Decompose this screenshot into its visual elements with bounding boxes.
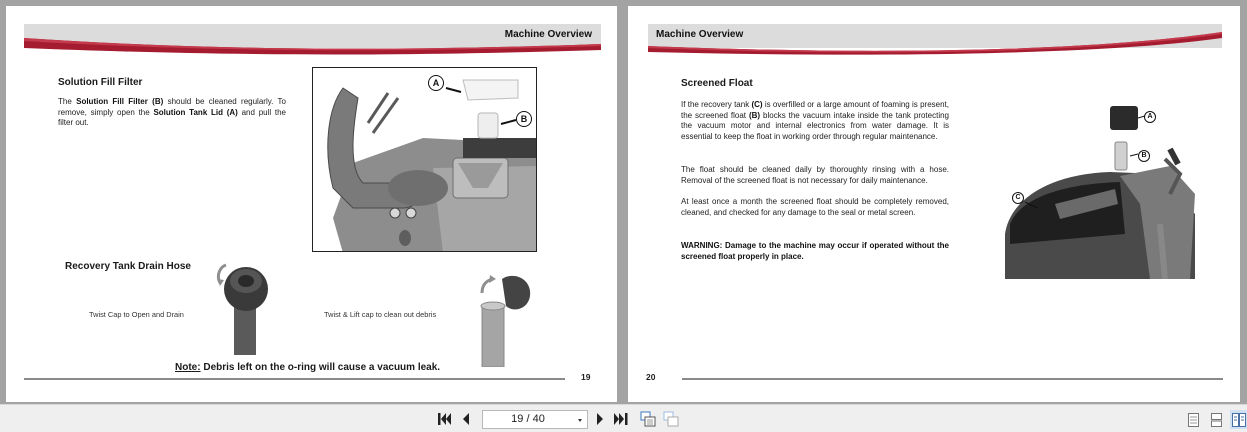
section-title-screened-float: Screened Float xyxy=(681,78,753,89)
last-page-icon xyxy=(614,413,628,425)
page-number: 19 xyxy=(581,372,591,382)
first-page-icon xyxy=(438,413,452,425)
previous-page-icon xyxy=(462,413,470,425)
note-label: Note: xyxy=(175,362,201,373)
continuous-view-button[interactable] xyxy=(1208,410,1225,429)
callout-b: B xyxy=(516,111,532,127)
next-page-button[interactable] xyxy=(594,411,606,427)
section-title-recovery-tank-drain-hose: Recovery Tank Drain Hose xyxy=(65,261,191,272)
callout-a: A xyxy=(428,75,444,91)
footer-rule xyxy=(682,378,1223,380)
continuous-view-icon xyxy=(1211,413,1222,427)
go-forward-view-button[interactable] xyxy=(662,411,680,427)
next-page-icon xyxy=(596,413,604,425)
first-page-button[interactable] xyxy=(437,411,453,427)
go-back-view-icon xyxy=(640,411,656,427)
page-header-band xyxy=(24,24,601,58)
warning-text: WARNING: Damage to the machine may occur if operated without the screened float properly in place. xyxy=(681,241,949,261)
solution-fill-filter-text: The Solution Fill Filter (B) should be cleaned regularly. To remove, simply open the Solution Tank Lid (A) and pull the filter out. xyxy=(58,97,287,128)
page-indicator: 19 / 40 xyxy=(511,413,545,425)
page-number-dropdown[interactable] xyxy=(482,410,588,429)
callout-c: C xyxy=(1012,192,1024,204)
screened-float-text-1: If the recovery tank (C) is overfilled or a large amount of foaming is present, the screened float (B) blocks the vacuum intake inside the tank protecting the vacuum motor and internal electronics from water damage. It is essential to keep the float in working order through regular maintenance. xyxy=(681,100,949,141)
page-19 xyxy=(6,6,617,402)
drain-hose-open-cap-illustration xyxy=(474,271,534,367)
single-page-view-button[interactable] xyxy=(1185,410,1202,429)
note-body: Debris left on the o-ring will cause a vacuum leak. xyxy=(200,362,441,373)
note-text xyxy=(175,362,440,373)
caption-twist-lift: Twist & Lift cap to clean out debris xyxy=(324,310,437,319)
facing-pages-view-icon xyxy=(1232,413,1246,427)
screened-float-text-3: At least once a month the screened float should be completely removed, cleaned, and checked for any damage to the seal or metal screen. xyxy=(681,197,949,217)
chevron-down-icon xyxy=(578,419,582,422)
navigation-toolbar xyxy=(0,404,1247,432)
screened-float-text-2: The float should be cleaned daily by thoroughly rinsing with a hose. Removal of the screened float is not necessary for daily maintenance. xyxy=(681,165,949,185)
section-title-solution-fill-filter: Solution Fill Filter xyxy=(58,77,143,88)
machine-illustration xyxy=(313,68,537,252)
page-20 xyxy=(628,6,1240,402)
screened-float-illustration xyxy=(1000,104,1200,279)
caption-twist-open: Twist Cap to Open and Drain xyxy=(89,310,184,319)
callout-b: B xyxy=(1138,150,1150,162)
single-page-view-icon xyxy=(1188,413,1199,427)
go-back-view-button[interactable] xyxy=(639,411,657,427)
page-number: 20 xyxy=(646,372,656,382)
page-header-band xyxy=(648,24,1222,58)
solution-fill-filter-figure xyxy=(312,67,537,252)
header-title: Machine Overview xyxy=(504,29,592,40)
header-title: Machine Overview xyxy=(656,29,744,40)
drain-hose-cap-illustration xyxy=(210,259,272,355)
last-page-button[interactable] xyxy=(613,411,629,427)
go-forward-view-icon xyxy=(663,411,679,427)
facing-pages-view-button[interactable] xyxy=(1230,410,1247,429)
callout-a: A xyxy=(1144,111,1156,123)
footer-rule xyxy=(24,378,565,380)
previous-page-button[interactable] xyxy=(460,411,472,427)
